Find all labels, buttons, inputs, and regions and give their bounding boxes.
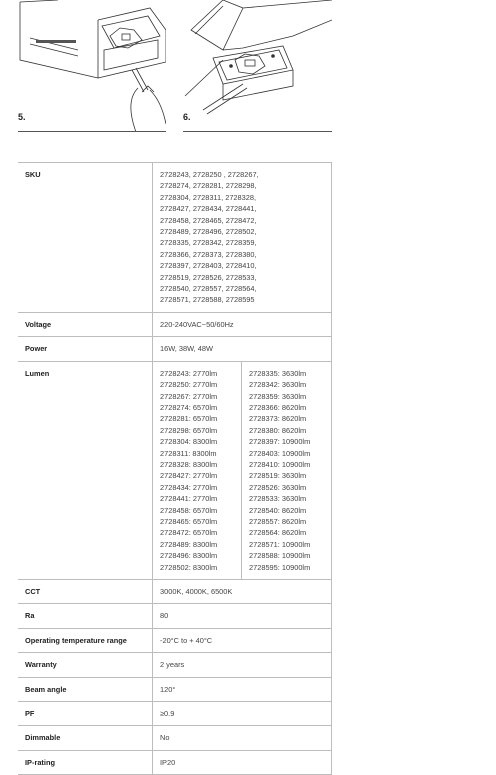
lumen-value bbox=[153, 361, 332, 579]
table-row bbox=[18, 312, 332, 336]
dimmable-value: No bbox=[153, 726, 332, 750]
warranty-label: Warranty bbox=[18, 653, 153, 677]
lumen-label: Lumen bbox=[18, 361, 153, 579]
cct-label: CCT bbox=[18, 580, 153, 604]
lumen-entry: 2728373: 8620lm bbox=[249, 414, 307, 424]
voltage-value: 220-240VAC~50/60Hz bbox=[153, 312, 332, 336]
table-row bbox=[18, 580, 332, 604]
table-row bbox=[18, 677, 332, 701]
lumen-entry: 2728434: 2770lm bbox=[160, 482, 218, 492]
table-row bbox=[18, 653, 332, 677]
lumen-entry: 2728250: 2770lm bbox=[160, 380, 218, 390]
lumen-entry: 2728403: 10900lm bbox=[249, 448, 311, 458]
lumen-entry: 2728526: 3630lm bbox=[249, 482, 307, 492]
lumen-column-right bbox=[241, 362, 324, 579]
lumen-entry: 2728427: 2770lm bbox=[160, 471, 218, 481]
lumen-entry: 2728328: 8300lm bbox=[160, 459, 218, 469]
sku-line: 2728397, 2728403, 2728410, bbox=[160, 261, 257, 271]
sku-line: 2728243, 2728250 , 2728267, bbox=[160, 170, 259, 179]
lumen-entry: 2728397: 10900lm bbox=[249, 437, 311, 447]
lumen-entry: 2728335: 3630lm bbox=[249, 368, 307, 378]
lumen-column-left bbox=[160, 362, 241, 579]
operating-temperature-value: -20°C to + 40°C bbox=[153, 628, 332, 652]
figure-6 bbox=[183, 0, 332, 132]
lumen-entry: 2728380: 8620lm bbox=[249, 425, 307, 435]
table-row bbox=[18, 337, 332, 361]
figure-number: 6. bbox=[183, 112, 191, 122]
sku-line: 2728304, 2728311, 2728328, bbox=[160, 192, 257, 202]
lumen-entry: 2728564: 8620lm bbox=[249, 528, 307, 538]
table-row bbox=[18, 628, 332, 652]
ra-value: 80 bbox=[153, 604, 332, 628]
lumen-entry: 2728472: 6570lm bbox=[160, 528, 218, 538]
cct-value: 3000K, 4000K, 6500K bbox=[153, 580, 332, 604]
ip-rating-value: IP20 bbox=[153, 750, 332, 774]
table-row bbox=[18, 750, 332, 774]
table-row bbox=[18, 163, 332, 313]
lumen-entry: 2728342: 3630lm bbox=[249, 380, 307, 390]
lumen-entry: 2728502: 8300lm bbox=[160, 562, 218, 572]
table-row bbox=[18, 604, 332, 628]
sku-label: SKU bbox=[18, 163, 153, 313]
lumen-entry: 2728571: 10900lm bbox=[249, 539, 311, 549]
ip-rating-label: IP-rating bbox=[18, 750, 153, 774]
power-value: 16W, 38W, 48W bbox=[153, 337, 332, 361]
sku-line: 2728571, 2728588, 2728595 bbox=[160, 295, 255, 305]
lumen-entry: 2728595: 10900lm bbox=[249, 562, 311, 572]
sku-line: 2728540, 2728557, 2728564, bbox=[160, 284, 257, 294]
lumen-entry: 2728274: 6570lm bbox=[160, 402, 218, 412]
sku-line: 2728489, 2728496, 2728502, bbox=[160, 227, 257, 237]
lumen-entry: 2728441: 2770lm bbox=[160, 494, 218, 504]
divider bbox=[183, 131, 332, 132]
warranty-value: 2 years bbox=[153, 653, 332, 677]
figure-number: 5. bbox=[18, 112, 26, 122]
dimmable-label: Dimmable bbox=[18, 726, 153, 750]
pf-value: ≥0.9 bbox=[153, 702, 332, 726]
sku-line: 2728427, 2728434, 2728441, bbox=[160, 204, 257, 214]
table-row bbox=[18, 726, 332, 750]
lumen-entry: 2728281: 6570lm bbox=[160, 414, 218, 424]
lumen-entry: 2728519: 3630lm bbox=[249, 471, 307, 481]
installation-illustration-icon bbox=[18, 0, 166, 132]
sku-line: 2728335, 2728342, 2728359, bbox=[160, 238, 257, 248]
lumen-entry: 2728496: 8300lm bbox=[160, 551, 218, 561]
lumen-entry: 2728533: 3630lm bbox=[249, 494, 307, 504]
operating-temperature-label: Operating temperature range bbox=[18, 628, 153, 652]
beam-angle-value: 120° bbox=[153, 677, 332, 701]
power-label: Power bbox=[18, 337, 153, 361]
lumen-entry: 2728557: 8620lm bbox=[249, 516, 307, 526]
divider bbox=[18, 131, 166, 132]
lumen-entry: 2728410: 10900lm bbox=[249, 459, 311, 469]
lumen-entry: 2728540: 8620lm bbox=[249, 505, 307, 515]
lumen-entry: 2728588: 10900lm bbox=[249, 551, 311, 561]
lumen-entry: 2728366: 8620lm bbox=[249, 402, 307, 412]
lumen-entry: 2728267: 2770lm bbox=[160, 391, 218, 401]
lumen-entry: 2728465: 6570lm bbox=[160, 516, 218, 526]
sku-line: 2728458, 2728465, 2728472, bbox=[160, 215, 257, 225]
figure-5 bbox=[18, 0, 166, 132]
lumen-entry: 2728359: 3630lm bbox=[249, 391, 307, 401]
lumen-entry: 2728304: 8300lm bbox=[160, 437, 218, 447]
table-row bbox=[18, 702, 332, 726]
sku-line: 2728519, 2728526, 2728533, bbox=[160, 272, 257, 282]
ra-label: Ra bbox=[18, 604, 153, 628]
voltage-label: Voltage bbox=[18, 312, 153, 336]
pf-label: PF bbox=[18, 702, 153, 726]
table-row bbox=[18, 361, 332, 579]
sku-line: 2728366, 2728373, 2728380, bbox=[160, 249, 257, 259]
lumen-entry: 2728243: 2770lm bbox=[160, 368, 218, 378]
sku-line: 2728274, 2728281, 2728298, bbox=[160, 181, 257, 191]
lumen-entry: 2728298: 6570lm bbox=[160, 425, 218, 435]
beam-angle-label: Beam angle bbox=[18, 677, 153, 701]
lumen-entry: 2728489: 8300lm bbox=[160, 539, 218, 549]
installation-illustration-icon bbox=[183, 0, 332, 132]
spec-table bbox=[18, 162, 332, 775]
lumen-entry: 2728458: 6570lm bbox=[160, 505, 218, 515]
lumen-entry: 2728311: 8300lm bbox=[160, 448, 217, 458]
sku-value bbox=[153, 163, 332, 313]
